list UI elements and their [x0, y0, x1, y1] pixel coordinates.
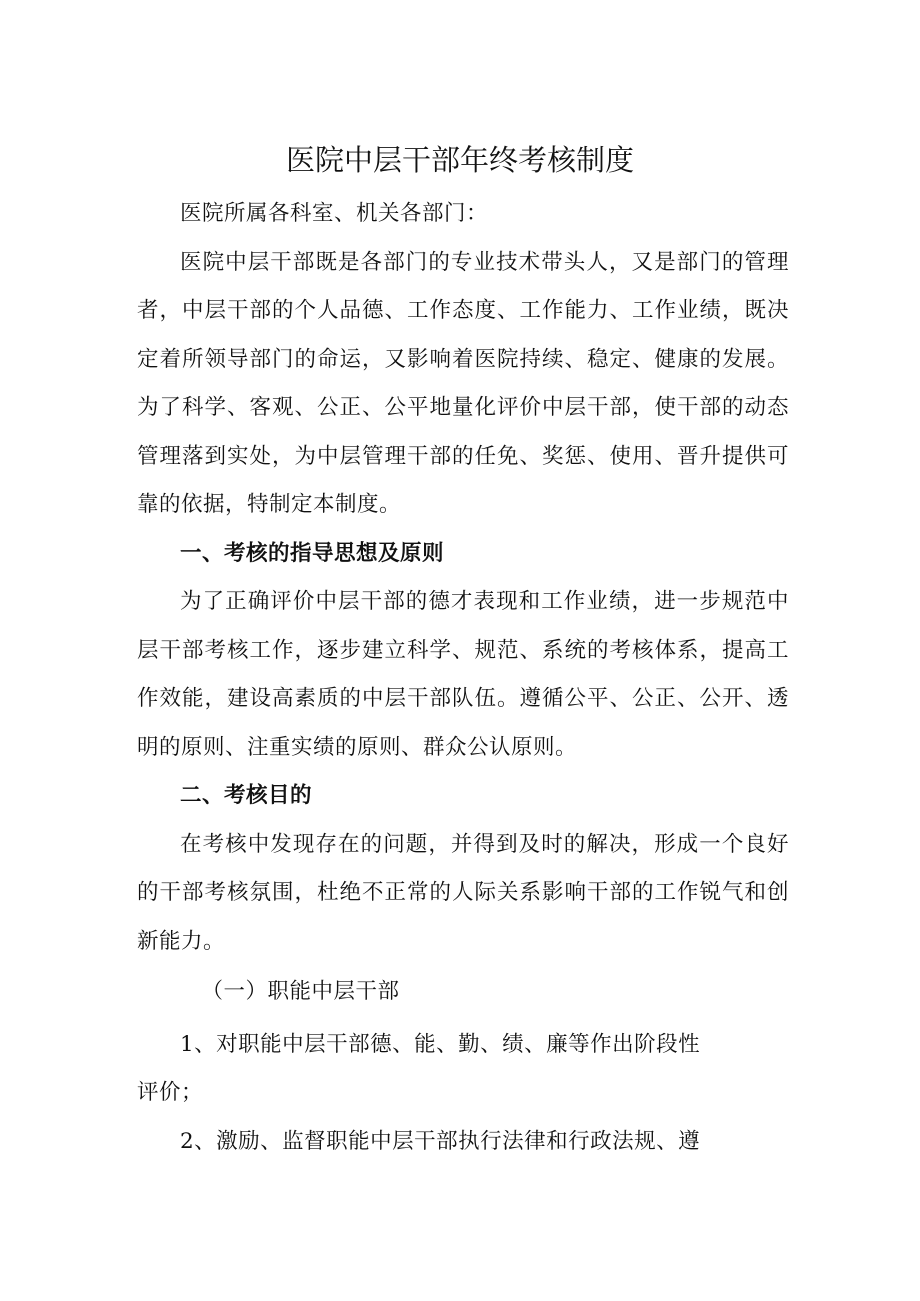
section-1-paragraph: 为了正确评价中层干部的德才表现和工作业绩，进一步规范中层干部考核工作，逐步建立科学、规范、系统的考核体系，提高工作效能，建设高素质的中层干部队伍。遵循公平、公正、公开、透明的原则、注重实绩的原则、群众公认原则。: [137, 589, 789, 760]
list-item-1-line-1: 1、对职能中层干部德、能、勤、绩、廉等作出阶段性: [180, 1031, 701, 1057]
list-item-2-line-1: 2、激励、监督职能中层干部执行法律和行政法规、遵: [180, 1128, 701, 1154]
subsection-heading: （一）职能中层干部: [201, 979, 400, 1004]
list-item-1-line-2: 评价；: [137, 1080, 204, 1105]
section-1-heading: 一、考核的指导思想及原则: [180, 540, 445, 566]
intro-paragraph: 医院中层干部既是各部门的专业技术带头人，又是部门的管理者，中层干部的个人品德、工作态度、工作能力、工作业绩，既决定着所领导部门的命运，又影响着医院持续、稳定、健康的发展。为了科学、客观、公正、公平地量化评价中层干部，使干部的动态管理落到实处，为中层管理干部的任免、奖惩、使用、晋升提供可靠的依据，特制定本制度。: [137, 249, 789, 517]
section-2-heading: 二、考核目的: [180, 783, 313, 808]
document-title: 医院中层干部年终考核制度: [285, 143, 634, 177]
salutation: 医院所属各科室、机关各部门：: [180, 201, 489, 226]
document-body: [137, 190, 789, 1166]
section-2-paragraph: 在考核中发现存在的问题，并得到及时的解决，形成一个良好的干部考核氛围，杜绝不正常的人际关系影响干部的工作锐气和创新能力。: [137, 831, 789, 954]
